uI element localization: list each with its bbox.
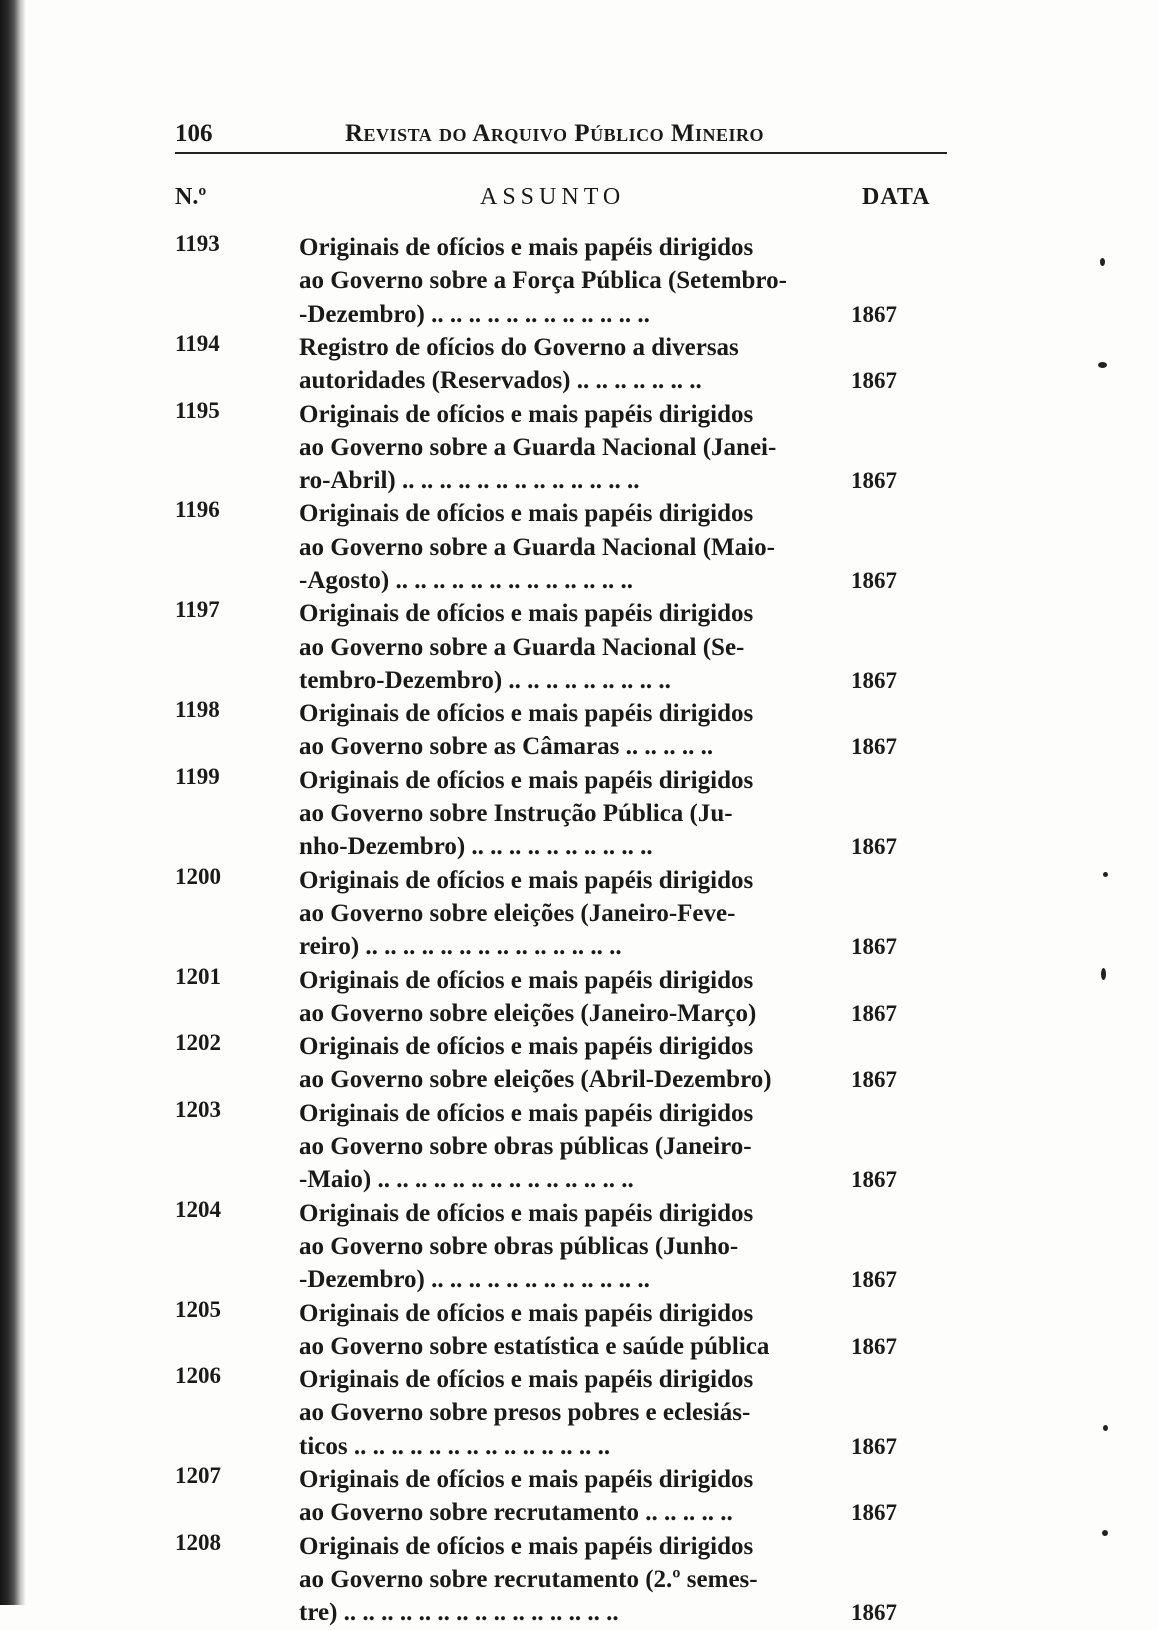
entry-subject: [299, 964, 803, 1031]
entry-subject-line: Originais de ofícios e mais papéis dirigidos: [299, 700, 754, 728]
entry-date: 1867: [851, 301, 897, 327]
column-header-date: DATA: [862, 184, 931, 210]
entry-subject-line: ao Governo sobre eleições (Janeiro-Feve-: [299, 899, 736, 927]
entry-subject-line: ao Governo sobre presos pobres e eclesiás-: [299, 1399, 751, 1427]
entry-subject-line: Originais de ofícios e mais papéis dirigidos: [299, 1299, 754, 1327]
entry-subject-line: tre) .. .. .. .. .. .. .. .. .. .. .. .. .. .. ..: [299, 1599, 619, 1627]
entry-date: 1867: [851, 1600, 897, 1626]
entry-subject-line: ao Governo sobre a Guarda Nacional (Maio-: [299, 533, 775, 561]
entry-subject-line: ro-Abril) .. .. .. .. .. .. .. .. .. .. .. .. ..: [299, 467, 640, 495]
entry-row: [175, 1530, 945, 1630]
entry-subject: [299, 1363, 803, 1463]
scan-speck: [1098, 362, 1107, 368]
entry-row: [175, 1030, 945, 1097]
entry-subject: [299, 864, 803, 964]
entry-subject-line: Originais de ofícios e mais papéis dirigidos: [299, 600, 754, 628]
scan-speck: [1103, 1425, 1108, 1431]
entry-row: [175, 597, 945, 697]
entry-subject: [299, 597, 803, 697]
entry-subject-line: ao Governo sobre a Guarda Nacional (Janei-: [299, 433, 777, 461]
entry-subject-line: ao Governo sobre a Guarda Nacional (Se-: [299, 633, 745, 661]
entry-subject-line: -Dezembro) .. .. .. .. .. .. .. .. .. .. .. ..: [299, 1266, 650, 1294]
entry-row: [175, 1197, 945, 1297]
entry-date: 1867: [851, 468, 897, 494]
entry-subject-line: Originais de ofícios e mais papéis dirigidos: [299, 1466, 754, 1494]
entry-subject-line: Originais de ofícios e mais papéis dirigidos: [299, 966, 754, 994]
entry-row: [175, 864, 945, 964]
entry-number: 1204: [175, 1196, 221, 1222]
entry-subject: [299, 1530, 803, 1630]
entry-row: [175, 231, 945, 331]
scan-speck: [1101, 968, 1106, 980]
entry-subject-line: Originais de ofícios e mais papéis dirigidos: [299, 766, 754, 794]
entry-number: 1203: [175, 1096, 221, 1122]
entry-subject-line: ao Governo sobre estatística e saúde pública: [299, 1332, 770, 1360]
entry-date: 1867: [851, 1067, 897, 1093]
entry-subject-line: -Dezembro) .. .. .. .. .. .. .. .. .. .. .. ..: [299, 300, 650, 328]
entry-row: [175, 1097, 945, 1197]
entry-subject: [299, 1463, 803, 1530]
entry-row: [175, 1463, 945, 1530]
entry-subject-line: -Agosto) .. .. .. .. .. .. .. .. .. .. .. .. ..: [299, 566, 634, 594]
entry-subject-line: ao Governo sobre recrutamento .. .. .. .. ..: [299, 1499, 733, 1527]
entry-row: [175, 1363, 945, 1463]
entry-subject-line: ao Governo sobre eleições (Janeiro-Março): [299, 999, 757, 1027]
entry-date: 1867: [851, 834, 897, 860]
entry-number: 1205: [175, 1296, 221, 1322]
entry-subject-line: Originais de ofícios e mais papéis dirigidos: [299, 234, 754, 261]
entry-subject-line: Originais de ofícios e mais papéis dirigidos: [299, 1366, 754, 1394]
entry-date: 1867: [851, 368, 897, 394]
entry-subject-line: ao Governo sobre recrutamento (2.º semes-: [299, 1565, 758, 1593]
entry-date: 1867: [851, 1500, 897, 1526]
entry-subject-line: ao Governo sobre obras públicas (Junho-: [299, 1232, 739, 1260]
entry-subject-line: ao Governo sobre a Força Pública (Setembro-: [299, 267, 787, 295]
running-head: [175, 118, 947, 154]
entry-number: 1208: [175, 1529, 221, 1555]
entry-subject-line: ticos .. .. .. .. .. .. .. .. .. .. .. .. .. ..: [299, 1432, 611, 1460]
entry-date: 1867: [851, 1433, 897, 1459]
entry-subject: [299, 1297, 803, 1364]
entry-subject-line: ao Governo sobre eleições (Abril-Dezembro): [299, 1066, 772, 1094]
entry-date: 1867: [851, 934, 897, 960]
entry-subject-line: -Maio) .. .. .. .. .. .. .. .. .. .. .. .. .. ..: [299, 1166, 634, 1194]
entry-row: [175, 964, 945, 1031]
entry-subject-line: Originais de ofícios e mais papéis dirigidos: [299, 400, 754, 428]
entry-subject-line: ao Governo sobre as Câmaras .. .. .. .. ..: [299, 733, 714, 761]
entry-subject-line: Originais de ofícios e mais papéis dirigidos: [299, 866, 754, 894]
entry-subject: [299, 1030, 803, 1097]
entry-subject-line: Originais de ofícios e mais papéis dirigidos: [299, 1033, 754, 1061]
entry-subject-line: Registro de ofícios do Governo a diversas: [299, 333, 739, 361]
entry-date: 1867: [851, 1000, 897, 1026]
entry-subject: [299, 331, 803, 398]
entry-subject-line: Originais de ofícios e mais papéis dirigidos: [299, 1099, 754, 1127]
entry-number: 1196: [175, 497, 220, 523]
entry-number: 1199: [175, 763, 220, 789]
entry-subject-line: nho-Dezembro) .. .. .. .. .. .. .. .. .. ..: [299, 833, 653, 861]
entry-subject-line: autoridades (Reservados) .. .. .. .. .. .. ..: [299, 367, 702, 395]
entry-number: 1207: [175, 1463, 221, 1489]
entry-row: [175, 1297, 945, 1364]
entry-number: 1200: [175, 863, 221, 889]
entry-subject: [299, 697, 803, 764]
column-header-subject: ASSUNTO: [480, 184, 626, 210]
entry-number: 1198: [175, 697, 220, 723]
running-title: Revista do Arquivo Público Mineiro: [345, 120, 764, 147]
entry-number: 1206: [175, 1363, 221, 1389]
entry-subject-line: reiro) .. .. .. .. .. .. .. .. .. .. .. .. .. ..: [299, 933, 622, 961]
entry-subject: [299, 398, 803, 498]
entry-row: [175, 497, 945, 597]
entry-number: 1194: [175, 330, 220, 356]
entry-subject-line: Originais de ofícios e mais papéis dirigidos: [299, 1199, 754, 1227]
entry-number: 1197: [175, 597, 220, 623]
entry-subject-line: ao Governo sobre Instrução Pública (Ju-: [299, 800, 733, 828]
entry-row: [175, 398, 945, 498]
entry-number: 1201: [175, 963, 221, 989]
entry-date: 1867: [851, 1333, 897, 1359]
entry-subject-line: Originais de ofícios e mais papéis dirigidos: [299, 1532, 754, 1560]
entry-subject: [299, 1197, 803, 1297]
scan-speck: [1102, 1530, 1108, 1536]
entry-subject: [299, 764, 803, 864]
entry-subject-line: ao Governo sobre obras públicas (Janeiro-: [299, 1133, 752, 1161]
entry-row: [175, 764, 945, 864]
page-number: 106: [175, 120, 213, 147]
entry-subject: [299, 1097, 803, 1197]
column-header-number: N.º: [175, 184, 207, 210]
entry-row: [175, 697, 945, 764]
scan-speck: [1100, 258, 1105, 266]
entry-row: [175, 331, 945, 398]
entry-subject-line: Originais de ofícios e mais papéis dirigidos: [299, 500, 754, 528]
entry-number: 1193: [175, 231, 220, 256]
entry-number: 1202: [175, 1030, 221, 1056]
entry-date: 1867: [851, 734, 897, 760]
entry-subject-line: tembro-Dezembro) .. .. .. .. .. .. .. .. ..: [299, 666, 671, 694]
entry-subject: [299, 497, 803, 597]
entry-date: 1867: [851, 1167, 897, 1193]
book-binding-edge: [0, 0, 26, 1605]
entry-subject: [299, 231, 803, 331]
entry-number: 1195: [175, 397, 220, 423]
entry-date: 1867: [851, 567, 897, 593]
entry-date: 1867: [851, 667, 897, 693]
entry-date: 1867: [851, 1267, 897, 1293]
scan-speck: [1103, 872, 1108, 877]
